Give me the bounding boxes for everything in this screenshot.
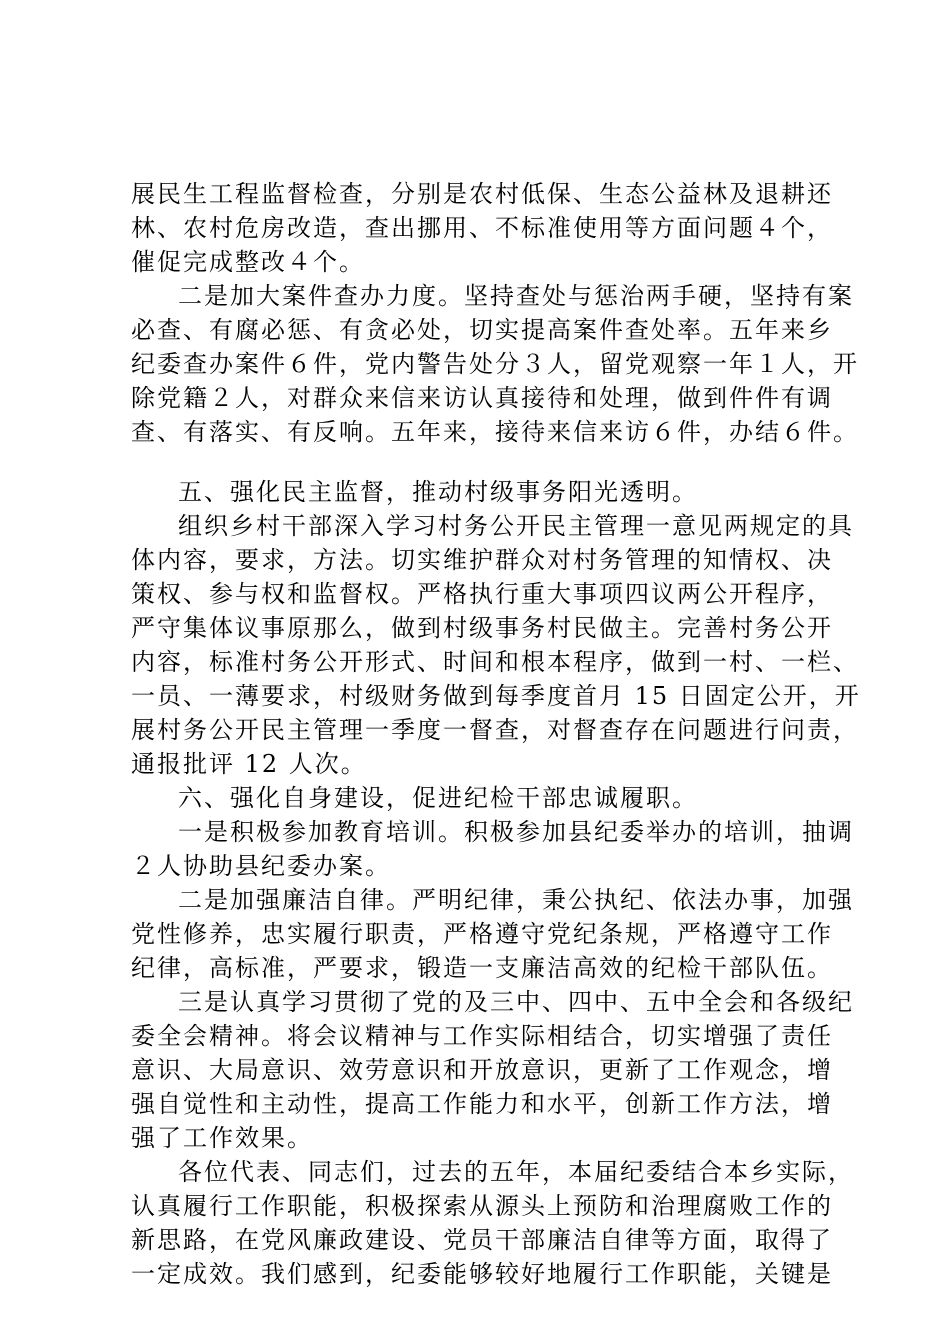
text-line <box>0 747 950 781</box>
line-text: 除党籍２人，对群众来信来访认真接待和处理，做到件件有调 <box>131 384 833 412</box>
text-line <box>0 1019 950 1053</box>
line-text: 策权、参与权和监督权。严格执行重大事项四议两公开程序， <box>131 580 833 608</box>
line-text: 纪委查办案件６件，党内警告处分３人，留党观察一年１人，开 <box>131 350 859 378</box>
text-line <box>0 279 950 313</box>
heading-text: 五、强化民主监督，推动村级事务阳光透明。 <box>178 478 698 506</box>
text-line <box>0 883 950 917</box>
line-text: 二是加强廉洁自律。严明纪律，秉公执纪、依法办事，加强 <box>178 886 854 914</box>
line-text: 强自觉性和主动性，提高工作能力和水平，创新工作方法，增 <box>131 1090 833 1118</box>
line-text: 党性修养，忠实履行职责，严格遵守党纪条规，严格遵守工作 <box>131 920 833 948</box>
text-line <box>0 543 950 577</box>
text-line <box>0 347 950 381</box>
text-line <box>0 679 950 713</box>
line-text: 展村务公开民主管理一季度一督查，对督查存在问题进行问责， <box>131 716 859 744</box>
line-text: 必查、有腐必惩、有贪必处，切实提高案件查处率。五年来乡 <box>131 316 833 344</box>
text-line <box>0 951 950 985</box>
text-line <box>0 177 950 211</box>
line-text: 林、农村危房改造，查出挪用、不标准使用等方面问题４个， <box>131 214 833 242</box>
line-text: 新思路，在党风廉政建设、党员干部廉洁自律等方面，取得了 <box>131 1226 833 1254</box>
text-line <box>0 849 950 883</box>
text-line <box>0 1223 950 1257</box>
text-line <box>0 611 950 645</box>
line-text: 查、有落实、有反响。五年来，接待来信来访６件，办结６件。 <box>131 418 859 446</box>
text-line <box>0 1155 950 1189</box>
text-line <box>0 245 950 279</box>
text-line <box>0 917 950 951</box>
text-line <box>0 985 950 1019</box>
text-line <box>0 577 950 611</box>
heading-text: 六、强化自身建设，促进纪检干部忠诚履职。 <box>178 784 698 812</box>
text-line <box>0 1189 950 1223</box>
line-text: 体内容，要求，方法。切实维护群众对村务管理的知情权、决 <box>131 546 833 574</box>
text-line <box>0 509 950 543</box>
line-text: 委全会精神。将会议精神与工作实际相结合，切实增强了责任 <box>131 1022 833 1050</box>
text-line <box>0 415 950 449</box>
text-line <box>0 1257 950 1291</box>
line-text: 意识、大局意识、效劳意识和开放意识，更新了工作观念，增 <box>131 1056 833 1084</box>
section-heading <box>0 781 950 815</box>
line-text: 纪律，高标准，严要求，锻造一支廉洁高效的纪检干部队伍。 <box>131 954 833 982</box>
line-text: 三是认真学习贯彻了党的及三中、四中、五中全会和各级纪 <box>178 988 854 1016</box>
line-text: 严守集体议事原那么，做到村级事务村民做主。完善村务公开 <box>131 614 833 642</box>
line-text: 展民生工程监督检查，分别是农村低保、生态公益林及退耕还 <box>131 180 833 208</box>
line-text: 通报批评 12 人次。 <box>131 750 367 778</box>
text-line <box>0 1053 950 1087</box>
line-text: 一员、一薄要求，村级财务做到每季度首月 15 日固定公开，开 <box>131 682 861 710</box>
line-text: 内容，标准村务公开形式、时间和根本程序，做到一村、一栏、 <box>131 648 859 676</box>
line-text: 二是加大案件查办力度。坚持查处与惩治两手硬，坚持有案 <box>178 282 854 310</box>
line-text: 组织乡村干部深入学习村务公开民主管理一意见两规定的具 <box>178 512 854 540</box>
line-text: 一是积极参加教育培训。积极参加县纪委举办的培训，抽调 <box>178 818 854 846</box>
text-line <box>0 1121 950 1155</box>
text-line <box>0 1087 950 1121</box>
text-line <box>0 815 950 849</box>
line-text: 认真履行工作职能，积极探索从源头上预防和治理腐败工作的 <box>131 1192 833 1220</box>
line-text: ２人协助县纪委办案。 <box>131 852 391 880</box>
text-line <box>0 381 950 415</box>
text-line <box>0 713 950 747</box>
line-text: 各位代表、同志们，过去的五年，本届纪委结合本乡实际， <box>178 1158 854 1186</box>
text-line <box>0 645 950 679</box>
line-text: 一定成效。我们感到，纪委能够较好地履行工作职能，关键是 <box>131 1260 833 1288</box>
line-text: 强了工作效果。 <box>131 1124 313 1152</box>
text-line <box>0 211 950 245</box>
section-heading <box>0 475 950 509</box>
text-line <box>0 313 950 347</box>
line-text: 催促完成整改４个。 <box>131 248 365 276</box>
